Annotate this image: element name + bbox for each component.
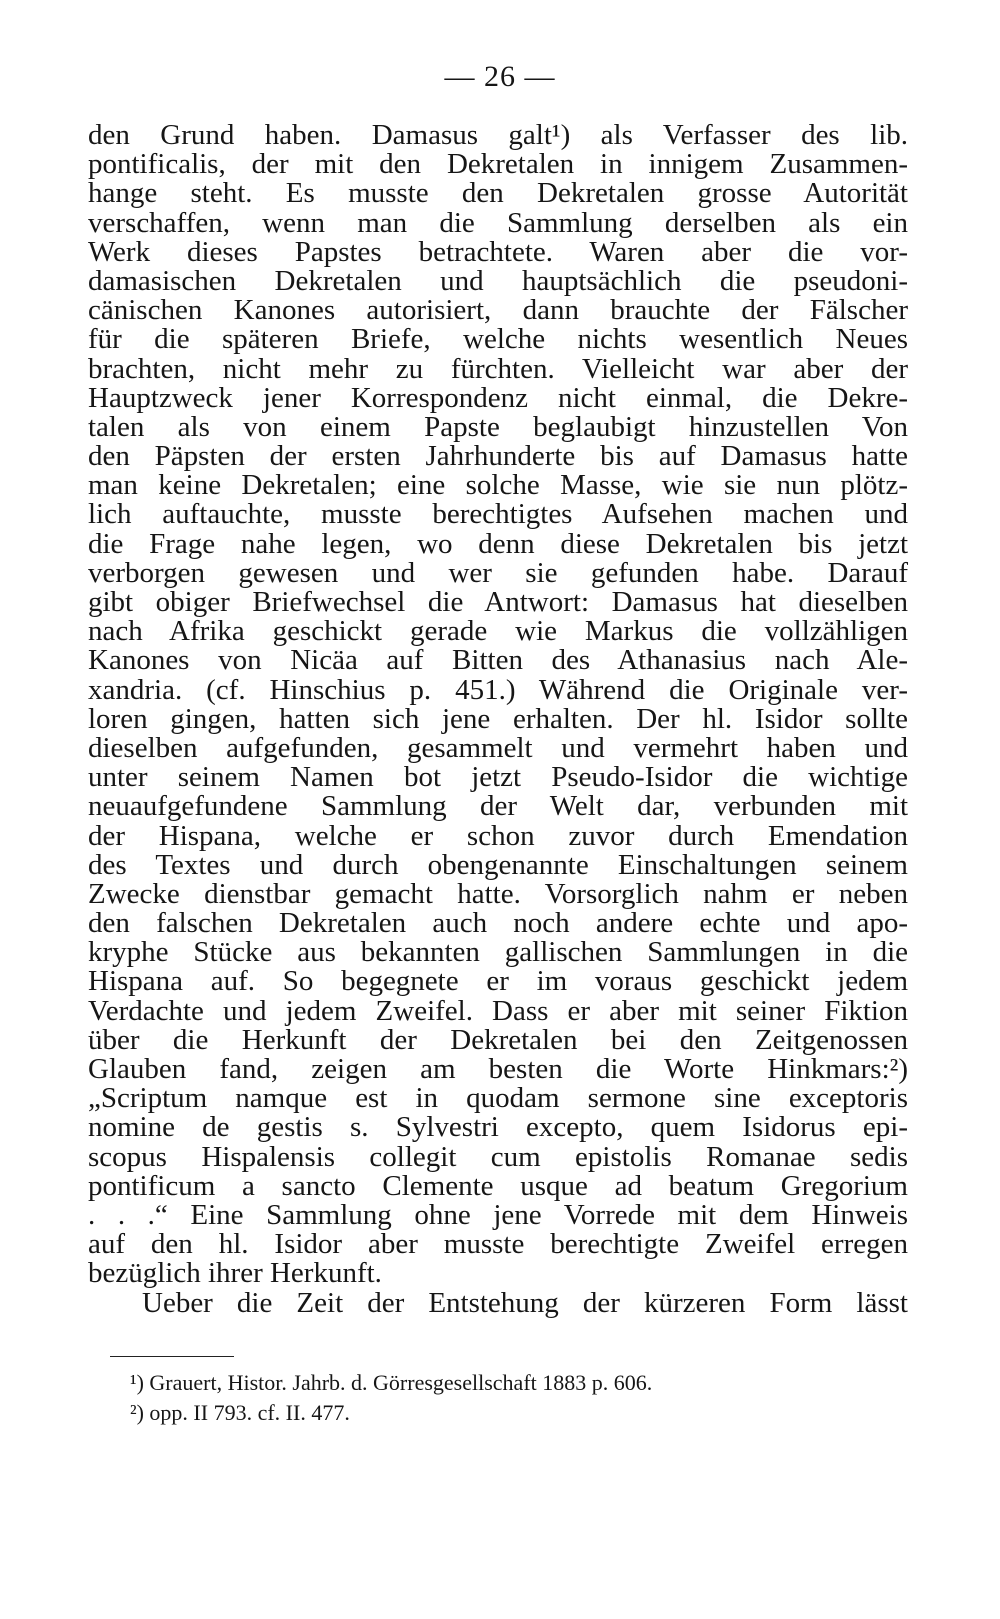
- text-line: gibt obiger Briefwechsel die Antwort: Damasus hat dieselben: [88, 586, 908, 618]
- footnote: ¹) Grauert, Histor. Jahrb. d. Görresgesellschaft 1883 p. 606.: [130, 1370, 653, 1395]
- page-number: — 26 —: [444, 60, 556, 93]
- text-line: Werk dieses Papstes betrachtete. Waren aber die vor-: [88, 235, 908, 268]
- text-line: pontificum a sancto Clemente usque ad beatum Gregorium: [88, 1169, 908, 1202]
- text-line: hange steht. Es musste den Dekretalen grosse Autorität: [88, 177, 908, 210]
- text-line: „Scriptum namque est in quodam sermone sine exceptoris: [88, 1082, 908, 1115]
- text-line: Verdachte und jedem Zweifel. Dass er aber mit seiner Fiktion: [88, 994, 908, 1027]
- text-line: verschaffen, wenn man die Sammlung derselben als ein: [88, 206, 908, 239]
- text-line: loren gingen, hatten sich jene erhalten. Der hl. Isidor sollte: [88, 702, 908, 735]
- text-line: Ueber die Zeit der Entstehung der kürzeren Form lässt: [142, 1286, 908, 1319]
- text-line: für die späteren Briefe, welche nichts wesentlich Neues: [88, 323, 908, 356]
- text-line: talen als von einem Papste beglaubigt hinzustellen Von: [88, 410, 908, 443]
- text-line: Glauben fand, zeigen am besten die Worte Hinkmars:²): [88, 1053, 908, 1085]
- text-line: Kanones von Nicäa auf Bitten des Athanasius nach Ale-: [88, 644, 908, 677]
- text-line: unter seinem Namen bot jetzt Pseudo-Isidor die wichtige: [88, 761, 908, 794]
- footnotes: [130, 1368, 930, 1428]
- text-line: . . .“ Eine Sammlung ohne jene Vorrede mit dem Hinweis: [88, 1198, 908, 1231]
- text-line: nomine de gestis s. Sylvestri excepto, quem Isidorus epi-: [88, 1111, 908, 1144]
- footnote-divider: [110, 1356, 234, 1357]
- text-line: des Textes und durch obengenannte Einschaltungen seinem: [88, 848, 908, 881]
- text-line: Hispana auf. So begegnete er im voraus geschickt jedem: [88, 965, 908, 998]
- text-line: brachten, nicht mehr zu fürchten. Vielleicht war aber der: [88, 352, 908, 385]
- text-line: Zwecke dienstbar gemacht hatte. Vorsorglich nahm er neben: [88, 877, 908, 910]
- text-line: Hauptzweck jener Korrespondenz nicht einmal, die Dekre-: [88, 381, 908, 414]
- text-line: lich auftauchte, musste berechtigtes Aufsehen machen und: [88, 498, 908, 531]
- text-line: auf den hl. Isidor aber musste berechtigte Zweifel erregen: [88, 1228, 908, 1261]
- text-line: über die Herkunft der Dekretalen bei den Zeitgenossen: [88, 1023, 908, 1056]
- text-line: den falschen Dekretalen auch noch andere echte und apo-: [88, 907, 908, 940]
- text-line: nach Afrika geschickt gerade wie Markus die vollzähligen: [88, 615, 908, 648]
- text-line: dieselben aufgefunden, gesammelt und vermehrt haben und: [88, 731, 908, 764]
- text-line: der Hispana, welche er schon zuvor durch Emendation: [88, 819, 908, 852]
- text-line: scopus Hispalensis collegit cum epistolis Romanae sedis: [88, 1140, 908, 1173]
- text-line: cänischen Kanones autorisiert, dann brauchte der Fälscher: [88, 294, 908, 327]
- text-line: pontificalis, der mit den Dekretalen in innigem Zusammen-: [88, 148, 908, 181]
- text-line: xandria. (cf. Hinschius p. 451.) Während die Originale ver-: [88, 673, 908, 706]
- footnote: ²) opp. II 793. cf. II. 477.: [130, 1400, 350, 1425]
- text-line: man keine Dekretalen; eine solche Masse, wie sie nun plötz-: [88, 469, 908, 502]
- text-line: neuaufgefundene Sammlung der Welt dar, verbunden mit: [88, 790, 908, 823]
- text-line: verborgen gewesen und wer sie gefunden habe. Darauf: [88, 556, 908, 589]
- text-line: bezüglich ihrer Herkunft.: [88, 1257, 382, 1290]
- text-line: damasischen Dekretalen und hauptsächlich die pseudoni-: [88, 264, 908, 297]
- text-line: die Frage nahe legen, wo denn diese Dekretalen bis jetzt: [88, 527, 908, 560]
- text-line: kryphe Stücke aus bekannten gallischen Sammlungen in die: [88, 936, 908, 969]
- text-line: den Grund haben. Damasus galt¹) als Verfasser des lib.: [88, 119, 908, 151]
- text-line: den Päpsten der ersten Jahrhunderte bis auf Damasus hatte: [88, 440, 908, 473]
- body-text: [88, 121, 908, 1318]
